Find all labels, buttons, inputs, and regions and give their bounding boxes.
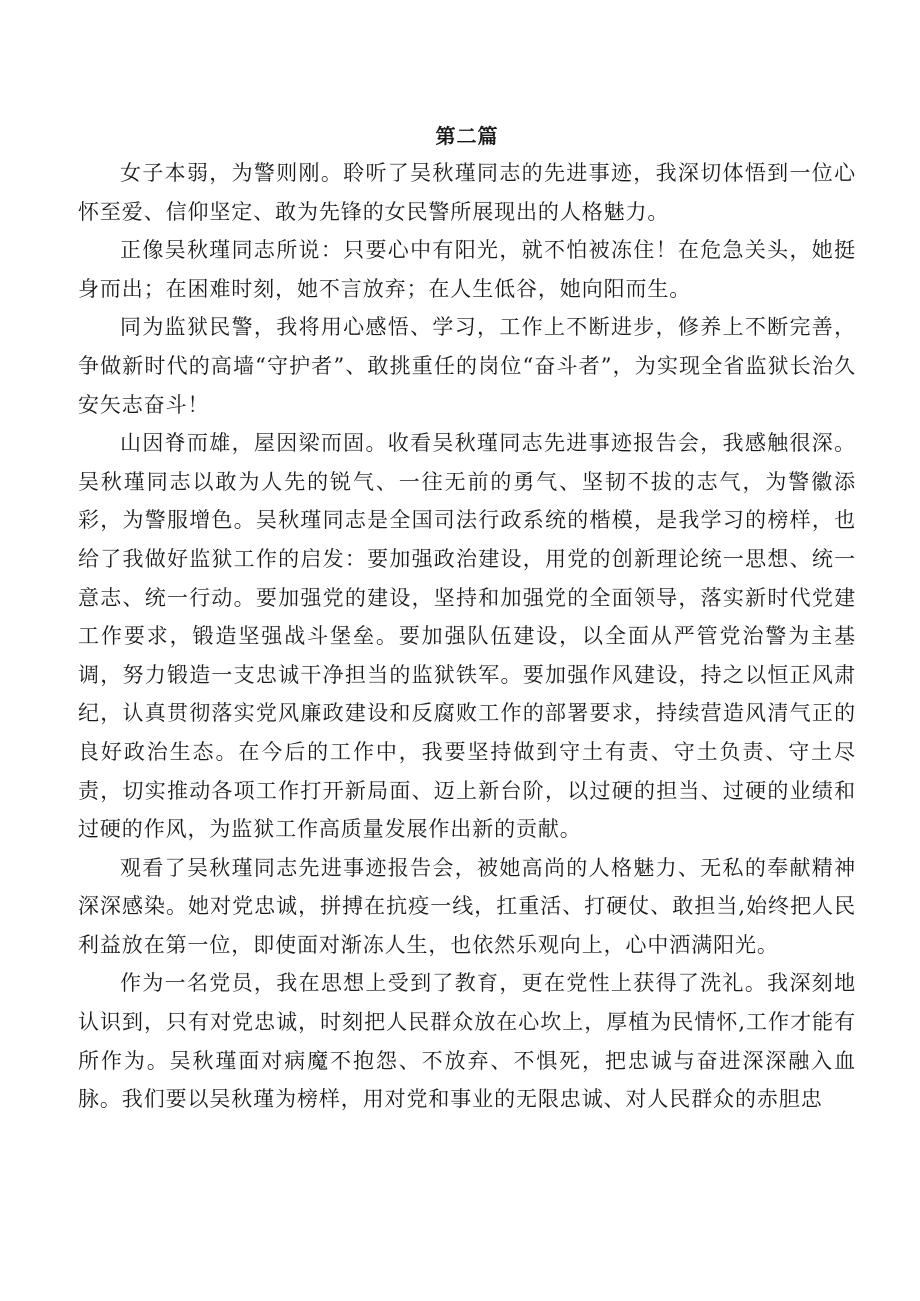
paragraph: 正像吴秋瑾同志所说：只要心中有阳光，就不怕被冻住！在危急关头，她挺身而出；在困难时刻，她不言放弃；在人生低谷，她向阳而生。	[78, 238, 856, 301]
paragraph: 作为一名党员，我在思想上受到了教育，更在党性上获得了洗礼。我深刻地认识到，只有对党忠诚，时刻把人民群众放在心坎上，厚植为民情怀,工作才能有所作为。吴秋瑾面对病魔不抱怨、不放弃、不惧死，把忠诚与奋进深深融入血脉。我们要以吴秋瑾为榜样，用对党和事业的无限忠诚、对人民群众的赤胆忠	[78, 971, 856, 1112]
paragraph: 山因脊而雄，屋因梁而固。收看吴秋瑾同志先进事迹报告会，我感触很深。吴秋瑾同志以敢为人先的锐气、一往无前的勇气、坚韧不拔的志气，为警徽添彩，为警服增色。吴秋瑾同志是全国司法行政系统的楷模，是我学习的榜样，也给了我做好监狱工作的启发：要加强政治建设，用党的创新理论统一思想、统一意志、统一行动。要加强党的建设，坚持和加强党的全面领导，落实新时代党建工作要求，锻造坚强战斗堡垒。要加强队伍建设，以全面从严管党治警为主基调，努力锻造一支忠诚干净担当的监狱铁军。要加强作风建设，持之以恒正风肃纪，认真贯彻落实党风廉政建设和反腐败工作的部署要求，持续营造风清气正的良好政治生态。在今后的工作中，我要坚持做到守土有责、守土负责、守土尽责，切实推动各项工作打开新局面、迈上新台阶，以过硬的担当、过硬的业绩和过硬的作风，为监狱工作高质量发展作出新的贡献。	[78, 431, 856, 842]
paragraph: 女子本弱，为警则刚。聆听了吴秋瑾同志的先进事迹，我深切体悟到一位心怀至爱、信仰坚定、敢为先锋的女民警所展现出的人格魅力。	[78, 161, 856, 224]
paragraph: 同为监狱民警，我将用心感悟、学习，工作上不断进步，修养上不断完善，争做新时代的高墙“守护者”、敢挑重任的岗位“奋斗者”，为实现全省监狱长治久安矢志奋斗！	[78, 315, 856, 417]
paragraph: 观看了吴秋瑾同志先进事迹报告会，被她高尚的人格魅力、无私的奉献精神深深感染。她对党忠诚，拼搏在抗疫一线，扛重活、打硬仗、敢担当,始终把人民利益放在第一位，即使面对渐冻人生，也依然乐观向上，心中洒满阳光。	[78, 855, 856, 957]
document-page	[78, 118, 856, 1119]
document-title: 第二篇	[435, 124, 499, 148]
